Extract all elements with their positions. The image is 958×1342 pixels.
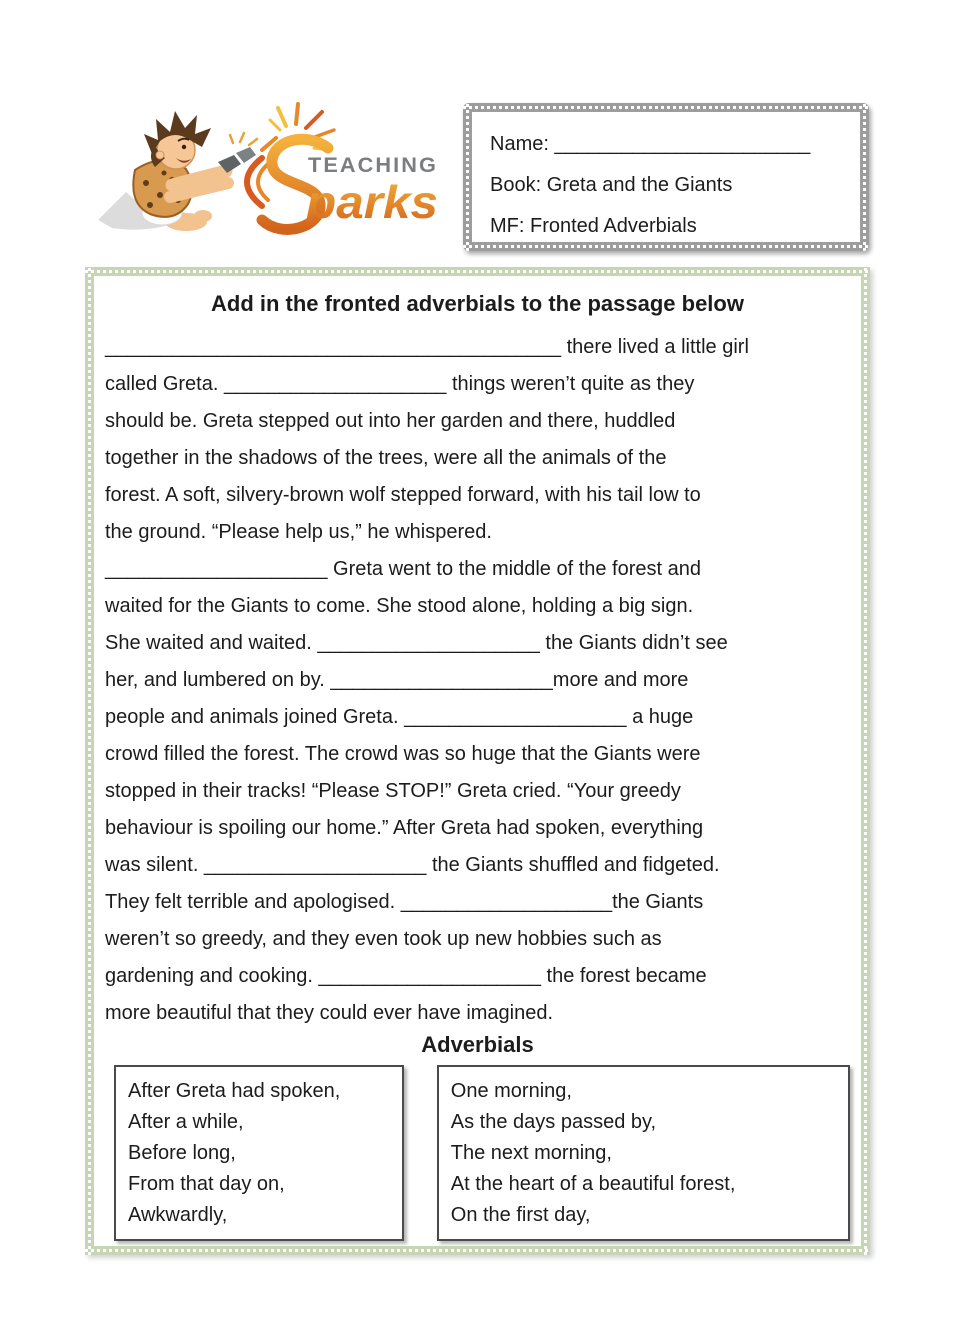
adverbial-option: Before long, (128, 1142, 236, 1164)
passage-line: _________________________________________ there lived a little girl (105, 336, 749, 358)
passage-line: should be. Greta stepped out into her garden and there, huddled (105, 410, 676, 432)
passage-line: crowd filled the forest. The crowd was so huge that the Giants were (105, 743, 701, 765)
logo-sparks-text: parks (303, 176, 438, 228)
worksheet-box (85, 267, 870, 1255)
adverbial-option: On the first day, (450, 1204, 591, 1226)
adverbial-option: After a while, (128, 1111, 244, 1133)
passage-line: gardening and cooking. ____________________ the forest became (105, 965, 707, 987)
passage-line: her, and lumbered on by. ____________________more and more (105, 669, 689, 691)
caveman-character (133, 111, 257, 231)
adverbial-option: As the days passed by, (450, 1111, 657, 1133)
passage-line: the ground. “Please help us,” he whispered. (105, 521, 492, 543)
adverbial-option: One morning, (450, 1080, 572, 1102)
logo-teaching-text: TEACHING (308, 154, 438, 177)
adverbials-row (105, 1065, 850, 1241)
teaching-sparks-logo (90, 100, 445, 242)
passage-line: stopped in their tracks! “Please STOP!” Greta cried. “Your greedy (105, 780, 681, 802)
swoosh-icon (247, 158, 268, 206)
passage-line: weren’t so greedy, and they even took up new hobbies such as (105, 928, 662, 950)
passage (105, 329, 850, 1032)
student-info-box (463, 103, 869, 251)
passage-line: ____________________ Greta went to the middle of the forest and (105, 558, 702, 580)
passage-line: waited for the Giants to come. She stood alone, holding a big sign. (105, 595, 694, 617)
logo-graphic (90, 100, 445, 242)
adverbials-box-2 (437, 1065, 850, 1241)
book-label: Book: Greta and the Giants (490, 174, 733, 196)
passage-line: forest. A soft, silvery-brown wolf stepped forward, with his tail low to (105, 484, 701, 506)
adverbials-box-1 (114, 1065, 404, 1241)
adverbial-option: From that day on, (128, 1173, 285, 1195)
adverbial-option: After Greta had spoken, (128, 1080, 341, 1102)
passage-line: people and animals joined Greta. ____________________ a huge (105, 706, 694, 728)
name-field: Name: _______________________ (490, 133, 811, 155)
adverbial-option: The next morning, (450, 1142, 612, 1164)
passage-line: was silent. ____________________ the Giants shuffled and fidgeted. (105, 854, 720, 876)
passage-line: more beautiful that they could ever have imagined. (105, 1002, 554, 1024)
worksheet-title: Add in the fronted adverbials to the passage below (211, 291, 744, 316)
adverbials-heading: Adverbials (421, 1032, 534, 1057)
mf-label: MF: Fronted Adverbials (490, 215, 697, 237)
passage-line: She waited and waited. ____________________ the Giants didn’t see (105, 632, 728, 654)
passage-line: behaviour is spoiling our home.” After Greta had spoken, everything (105, 817, 704, 839)
adverbial-option: Awkwardly, (128, 1204, 228, 1226)
passage-line: together in the shadows of the trees, were all the animals of the (105, 447, 667, 469)
passage-line: called Greta. ____________________ things weren’t quite as they (105, 373, 695, 395)
adverbial-option: At the heart of a beautiful forest, (450, 1173, 736, 1195)
passage-line: They felt terrible and apologised. ___________________the Giants (105, 891, 704, 913)
